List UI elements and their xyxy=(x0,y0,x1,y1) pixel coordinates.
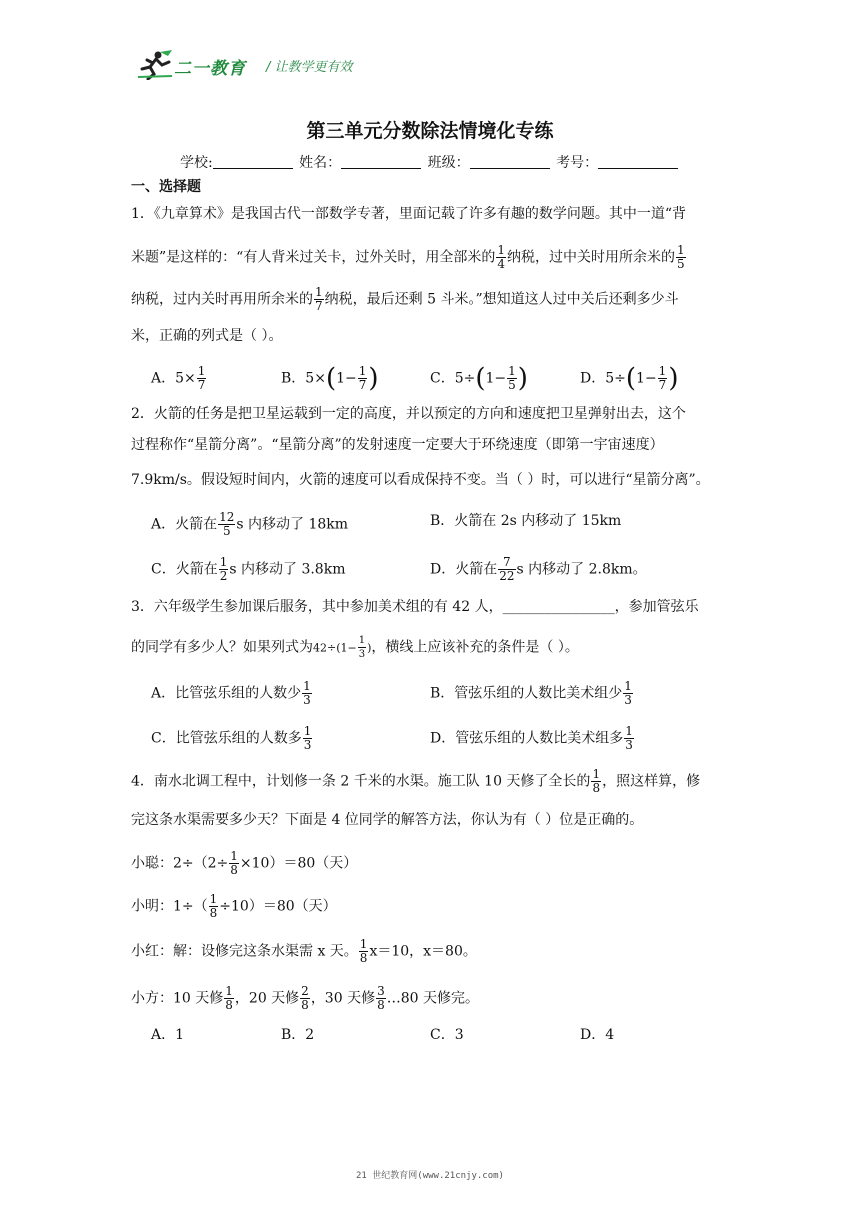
exam-blank[interactable] xyxy=(598,154,678,169)
q4-line1: 4．南水北调工程中，计划修一条 2 千米的水渠。施工队 10 天修了全长的 $\frac{1}{8}$ ，照这样算，修 xyxy=(131,767,701,795)
q2-option-d[interactable]: D．火箭在 $\frac{7}{22}$ s 内移动了 2.8km。 xyxy=(430,555,647,583)
student-info-line xyxy=(180,152,680,172)
q4-line2: 完这条水渠需要多少天？下面是 4 位同学的解答方法，你认为有（ ）位是正确的。 xyxy=(131,812,644,828)
q2-line1: 2．火箭的任务是把卫星运载到一定的高度，并以预定的方向和速度把卫星弹射出去，这个 xyxy=(131,406,686,422)
brand-name: 二一教育 xyxy=(174,59,246,79)
fraction: $\frac{1}{7}$ xyxy=(315,285,323,313)
q4-solution-4: 小方：10 天修 $\frac{1}{8}$ ，20 天修 $\frac{2}{8}$ ，30 天修 $\frac{3}{8}$ …80 天修完。 xyxy=(131,984,479,1012)
q1-option-a[interactable]: A．5× $\frac{1}{7}$ xyxy=(151,364,206,392)
q4-solution-1: 小聪：2÷（2÷ $\frac{1}{8}$ ×10）＝80（天） xyxy=(131,849,358,877)
name-label: 姓名： xyxy=(299,155,342,171)
q4-option-c[interactable]: C．3 xyxy=(430,1027,464,1043)
section-heading: 一、选择题 xyxy=(131,179,201,195)
q3-option-d[interactable]: D．管弦乐组的人数比美术组多 $\frac{1}{3}$ xyxy=(430,724,633,752)
fraction: $\frac{1}{4}$ xyxy=(497,243,505,271)
exam-label: 考号： xyxy=(556,155,599,171)
q1-option-c[interactable]: C．5÷(1− $\frac{1}{5}$ ) xyxy=(430,363,528,394)
runner-logo-icon xyxy=(138,50,174,80)
q4-solution-2: 小明：1÷（ $\frac{1}{8}$ ÷10）＝80（天） xyxy=(131,892,337,920)
q2-line2: 过程称作“星箭分离”。“星箭分离”的发射速度一定要大于环绕速度（即第一宇宙速度） xyxy=(131,437,664,453)
class-blank[interactable] xyxy=(470,154,550,169)
q3-option-a[interactable]: A．比管弦乐组的人数少 $\frac{1}{3}$ xyxy=(151,679,311,707)
q3-option-b[interactable]: B．管弦乐组的人数比美术组少 $\frac{1}{3}$ xyxy=(430,679,632,707)
q2-line3: 7.9km/s。假设短时间内，火箭的速度可以看成保持不变。当（ ）时，可以进行“星箭分离”。 xyxy=(131,472,710,488)
page-footer: 21 世纪教育网(www.21cnjy.com) xyxy=(356,1171,504,1181)
school-label: 学校: xyxy=(180,155,213,171)
q2-option-b[interactable]: B．火箭在 2s 内移动了 15km xyxy=(430,513,622,529)
q2-option-a[interactable]: A．火箭在 $\frac{12}{5}$ s 内移动了 18km xyxy=(151,510,349,538)
q1-line2: 米题”是这样的：“有人背米过关卡，过外关时，用全部米的 $\frac{1}{4}$ 纳税，过中关时用所余米的 $\frac{1}{5}$ xyxy=(131,243,685,271)
q3-line2: 的同学有多少人？如果列式为42÷(1− $\frac{1}{3}$ )，横线上应该补充的条件是（ ）。 xyxy=(131,635,579,660)
q4-solution-3: 小红：解：设修完这条水渠需 x 天。 $\frac{1}{8}$ x＝10，x＝80。 xyxy=(131,937,477,965)
q4-option-a[interactable]: A．1 xyxy=(151,1027,185,1043)
fraction: $\frac{1}{5}$ xyxy=(676,243,685,271)
brand-slogan: / 让教学更有效 xyxy=(266,60,353,75)
page-title: 第三单元分数除法情境化专练 xyxy=(306,120,554,142)
q3-option-c[interactable]: C．比管弦乐组的人数多 $\frac{1}{3}$ xyxy=(151,724,312,752)
class-label: 班级： xyxy=(427,155,470,171)
q1-line3: 纳税，过内关时再用所余米的 $\frac{1}{7}$ 纳税，最后还剩 5 斗米。”想知道这人过中关后还剩多少斗 xyxy=(131,285,679,313)
q1-option-d[interactable]: D．5÷(1− $\frac{1}{7}$ ) xyxy=(580,363,679,394)
q4-option-d[interactable]: D．4 xyxy=(580,1027,615,1043)
q1-line4: 米，正确的列式是（ ）。 xyxy=(131,328,283,344)
q4-option-b[interactable]: B．2 xyxy=(281,1027,315,1043)
name-blank[interactable] xyxy=(341,154,421,169)
q3-line1: 3．六年级学生参加课后服务，其中参加美术组的有 42 人，________________，参加管弦乐 xyxy=(131,599,699,615)
brand-logo xyxy=(138,50,388,80)
school-blank[interactable] xyxy=(213,154,293,169)
q1-option-b[interactable]: B．5×(1− $\frac{1}{7}$ ) xyxy=(281,363,379,394)
q1-line1: 1．《九章算术》是我国古代一部数学专著，里面记载了许多有趣的数学问题。其中一道“背 xyxy=(131,206,687,222)
q2-option-c[interactable]: C．火箭在 $\frac{1}{2}$ s 内移动了 3.8km xyxy=(151,555,346,583)
